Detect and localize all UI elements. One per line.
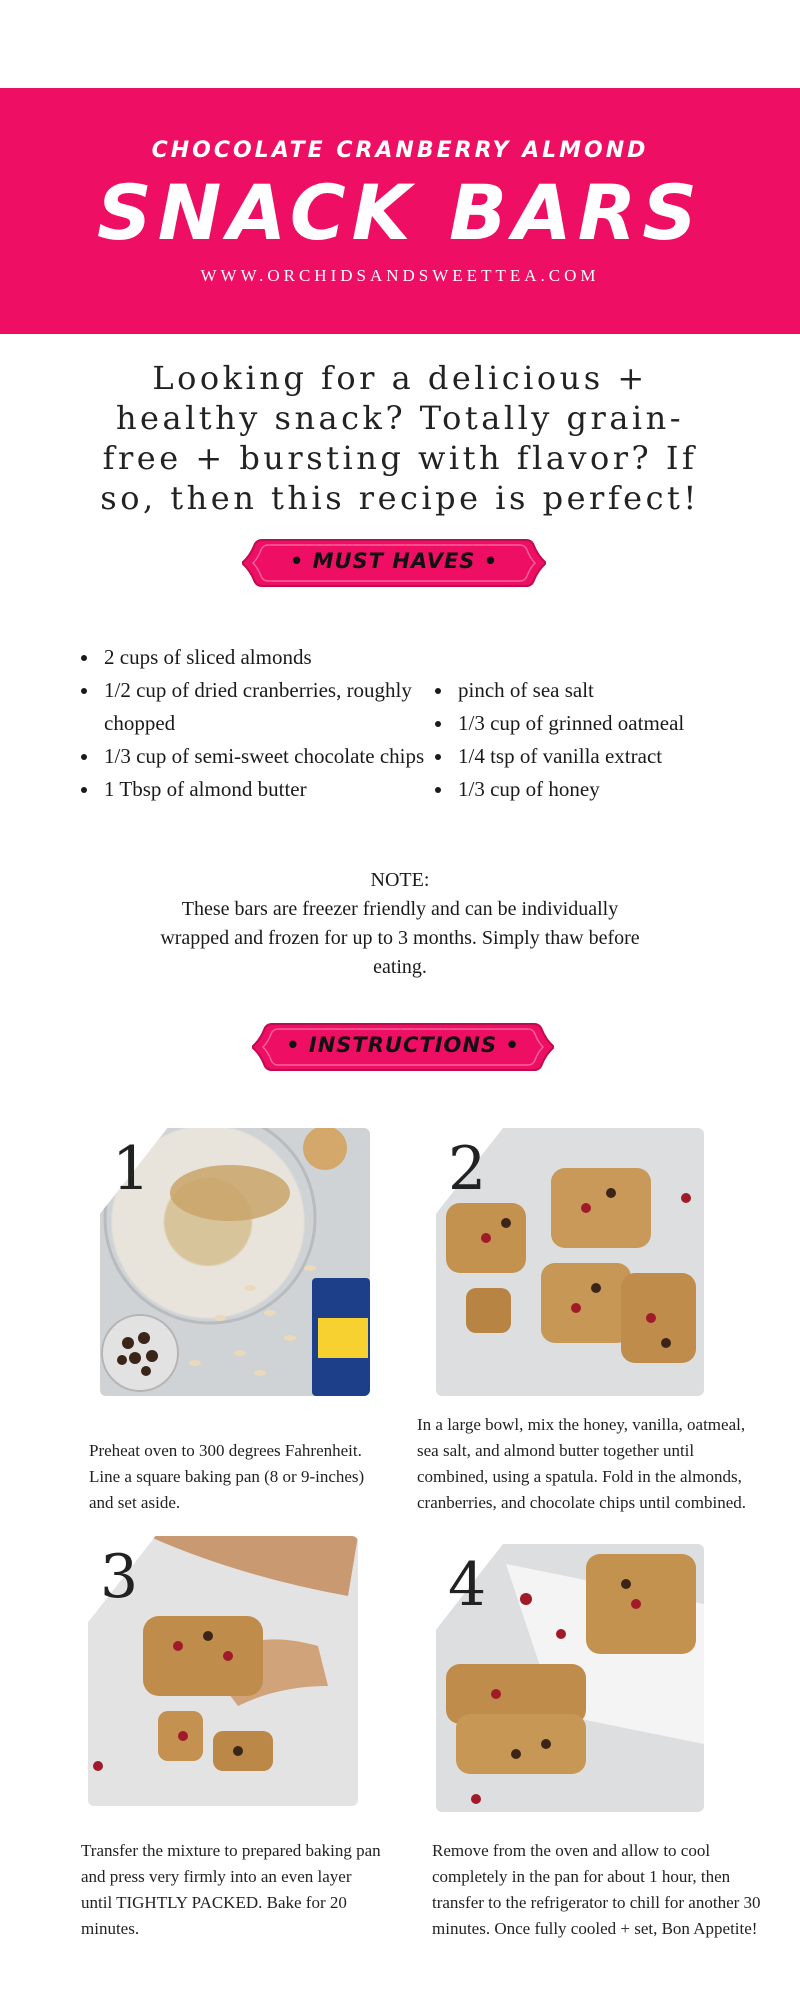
step-4-text: Remove from the oven and allow to cool completely in the pan for about 1 hour, then transfer to the refrigerator to chill for another 30 minutes. Once fully cooled + set, Bon Appetite! xyxy=(432,1841,761,1938)
note-block xyxy=(150,866,650,982)
step-4-number: 4 xyxy=(448,1550,487,1620)
step-1-text: Preheat oven to 300 degrees Fahrenheit. Line a square baking pan (8 or 9-inches) and set aside. xyxy=(89,1441,365,1512)
instructions-plaque xyxy=(252,1016,554,1062)
ingredient-item: • 1/3 cup of grinned oatmeal xyxy=(454,707,784,740)
ingredient-item: • 1/3 cup of semi-sweet chocolate chips xyxy=(100,740,430,773)
ingredient-item: • 1/4 tsp of vanilla extract xyxy=(454,740,784,773)
ingredient-item: • 1/2 cup of dried cranberries, roughly chopped xyxy=(100,674,430,740)
ingredients-list-right xyxy=(432,674,784,806)
step-2-text: In a large bowl, mix the honey, vanilla, oatmeal, sea salt, and almond butter together until combined, using a spatula. Fold in the almonds, cranberries, and chocolate chips until combined. xyxy=(417,1415,747,1512)
must-haves-plaque xyxy=(242,532,546,578)
header-url: WWW.ORCHIDSANDSWEETTEA.COM xyxy=(200,266,600,285)
ingredients-list-left xyxy=(78,641,430,806)
header-title: SNACK BARS xyxy=(97,168,703,257)
ingredient-item: • 1/3 cup of honey xyxy=(454,773,784,806)
must-haves-label: • MUST HAVES • xyxy=(289,549,499,573)
ingredient-item: • 2 cups of sliced almonds xyxy=(100,641,430,674)
step-2-number: 2 xyxy=(448,1134,487,1204)
header-subtitle: CHOCOLATE CRANBERRY ALMOND xyxy=(151,138,649,163)
ingredient-item: • pinch of sea salt xyxy=(454,674,784,707)
note-body: These bars are freezer friendly and can be individually wrapped and frozen for up to 3 months. Simply thaw before eating. xyxy=(160,898,640,978)
note-heading: NOTE: xyxy=(370,869,430,891)
step-3-number: 3 xyxy=(100,1542,139,1612)
step-3-text: Transfer the mixture to prepared baking pan and press very firmly into an even layer until TIGHTLY PACKED. Bake for 20 minutes. xyxy=(81,1841,381,1938)
step-1-number: 1 xyxy=(112,1134,151,1204)
intro-text: Looking for a delicious + healthy snack? Totally grain-free + bursting with flavor? If so, then this recipe is perfect! xyxy=(100,359,700,517)
header-banner xyxy=(0,88,800,334)
ingredient-item: • 1 Tbsp of almond butter xyxy=(100,773,430,806)
instructions-label: • INSTRUCTIONS • xyxy=(286,1033,520,1057)
